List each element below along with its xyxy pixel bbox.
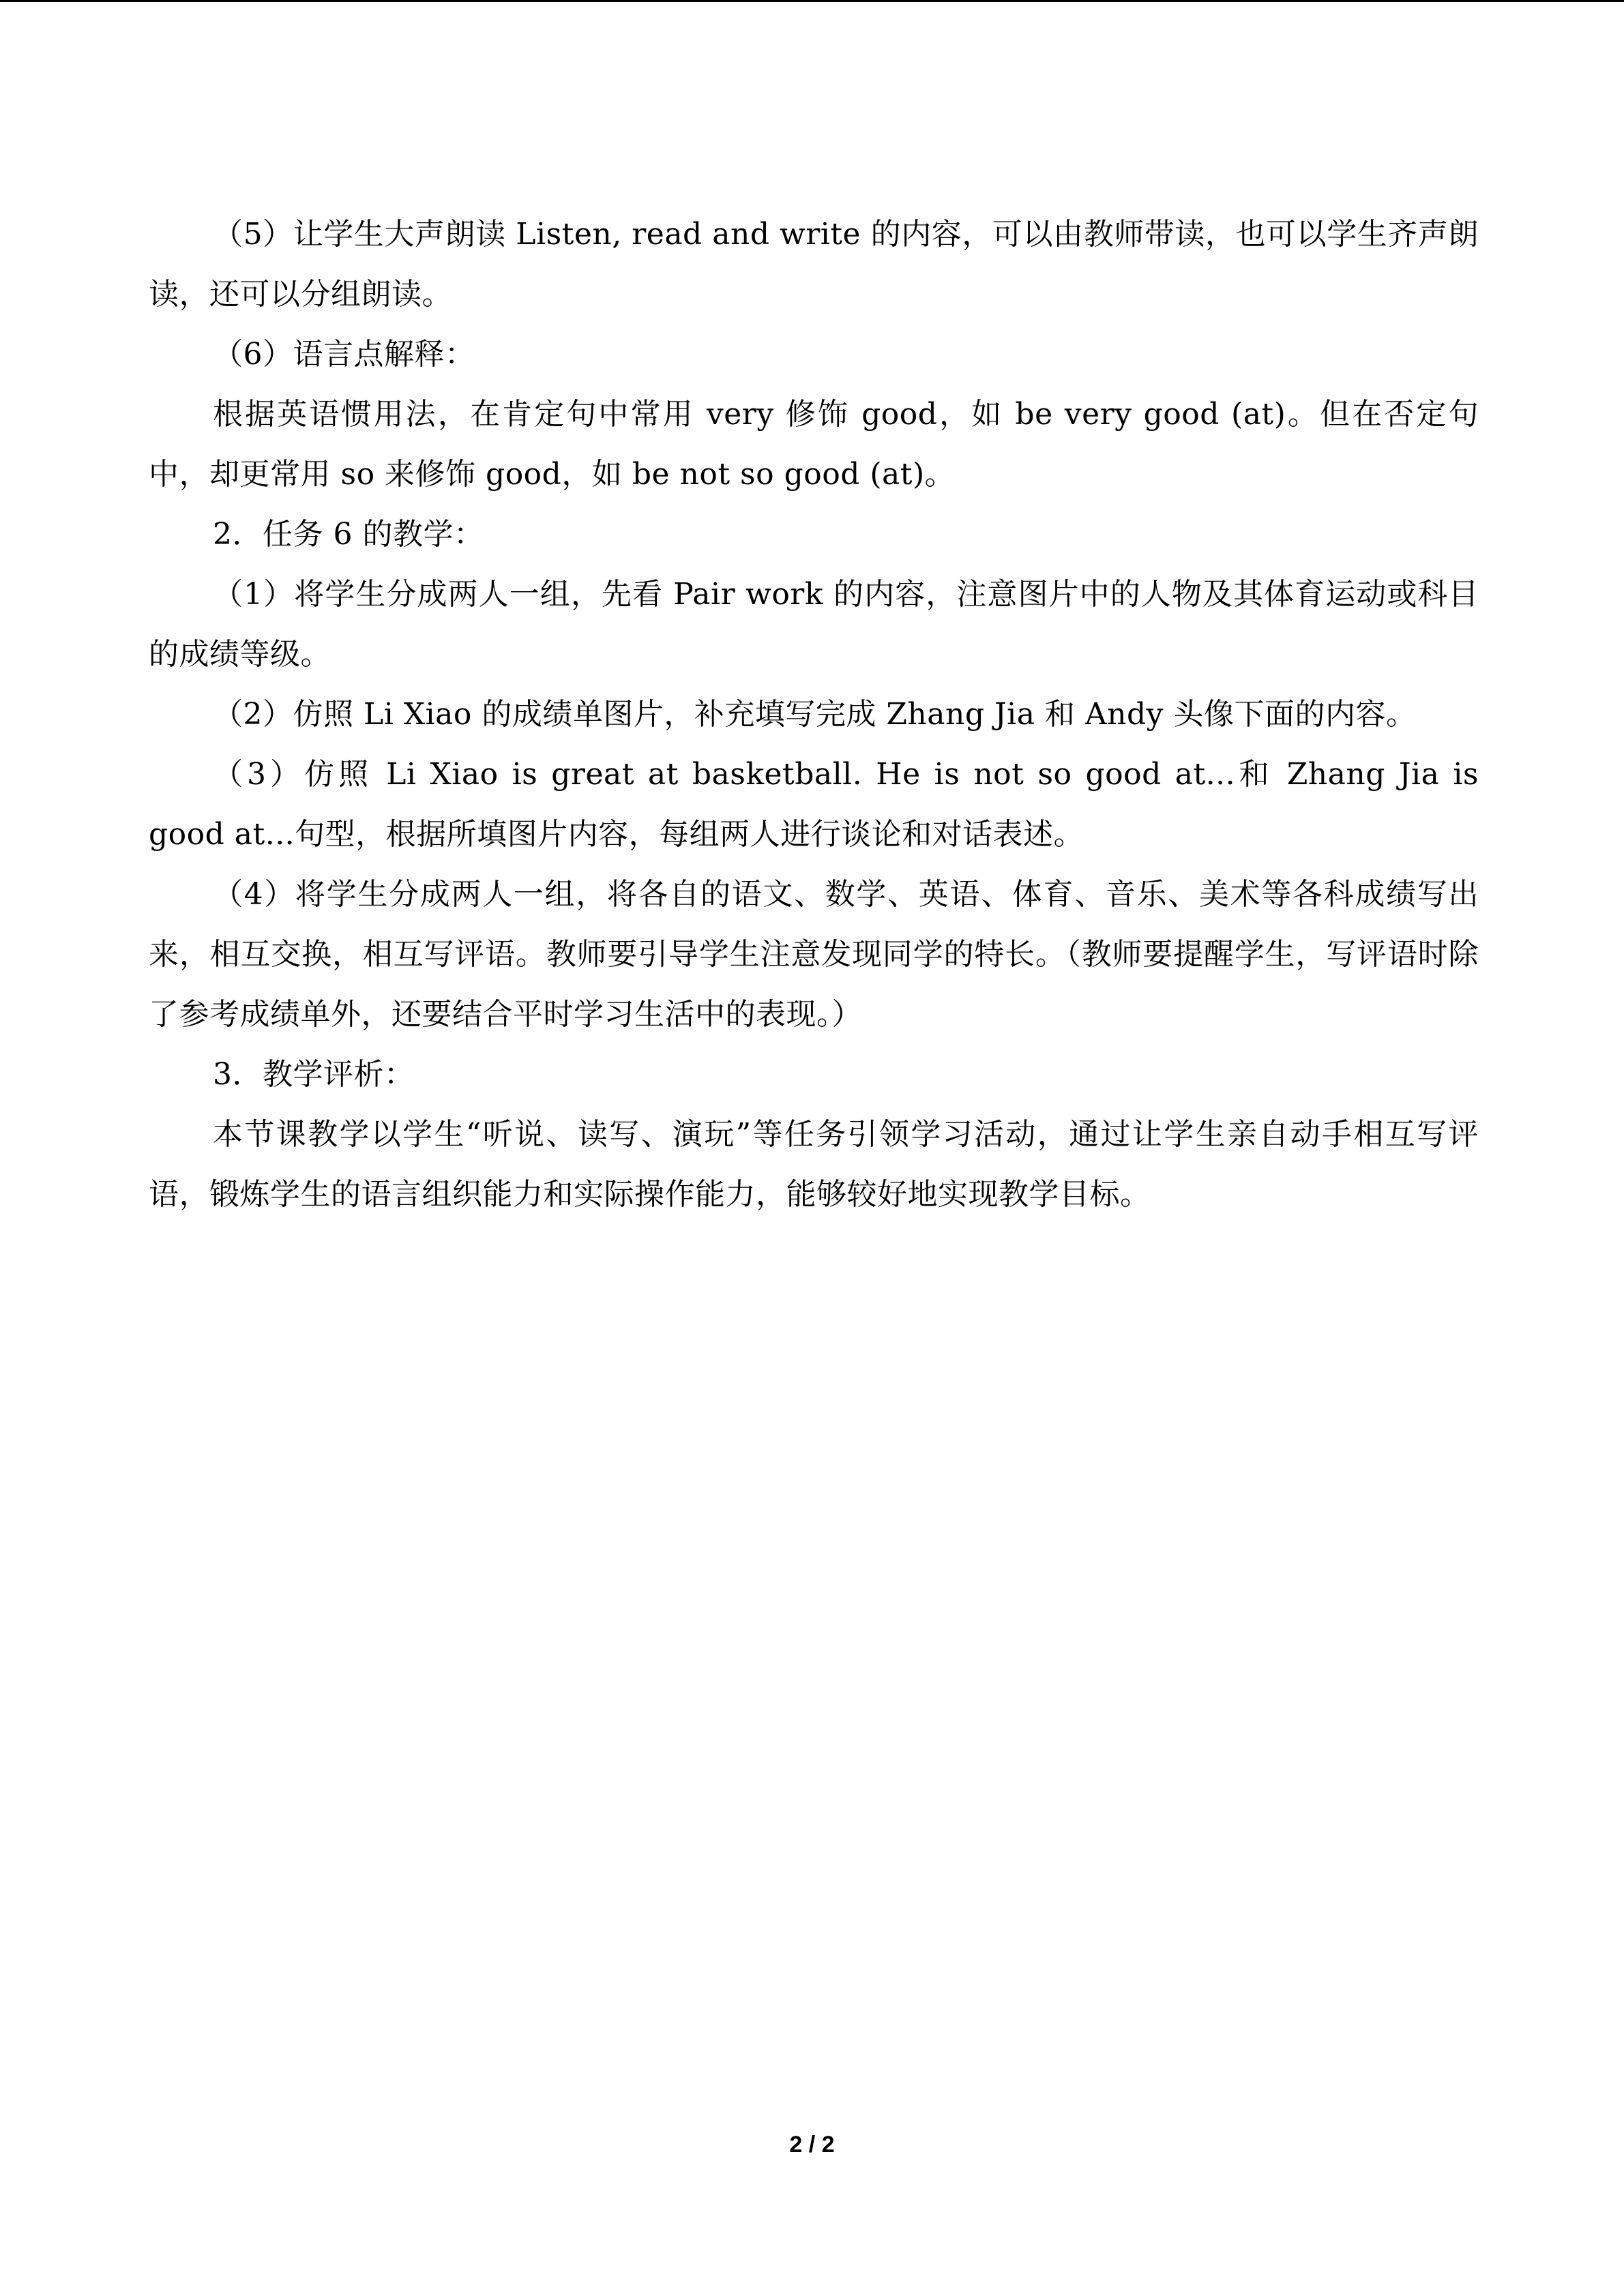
paragraph-task-6-step-2: （2）仿照 Li Xiao 的成绩单图片，补充填写完成 Zhang Jia 和 Andy 头像下面的内容。: [213, 697, 1417, 732]
paragraph-language-point: 根据英语惯用法，在肯定句中常用 very 修饰 good，如 be very good (at)。但在否定句中，却更常用 so 来修饰 good，如 be not so good (at)。: [149, 397, 1479, 492]
paragraph-task-6-step-1: （1）将学生分成两人一组，先看 Pair work 的内容，注意图片中的人物及其体育运动或科目的成绩等级。: [149, 577, 1479, 672]
paragraph-task-6-step-3: （3）仿照 Li Xiao is great at basketball. He is not so good at...和 Zhang Jia is good at...句型，根据所填图片内容，每组两人进行谈论和对话表述。: [149, 757, 1479, 852]
page-number: 2 / 2: [789, 2132, 835, 2158]
paragraph-task-6-heading: 2．任务 6 的教学：: [213, 517, 484, 552]
paragraph-step-5-read-aloud: （5）让学生大声朗读 Listen, read and write 的内容，可以由教师带读，也可以学生齐声朗读，还可以分组朗读。: [149, 217, 1479, 312]
paragraph-task-6-step-4: （4）将学生分成两人一组，将各自的语文、数学、英语、体育、音乐、美术等各科成绩写出来，相互交换，相互写评语。教师要引导学生注意发现同学的特长。（教师要提醒学生，写评语时除了参考成绩单外，还要结合平时学习生活中的表现。）: [149, 877, 1479, 1032]
paragraph-step-6-heading: （6）语言点解释：: [213, 337, 475, 372]
paragraph-evaluation-heading: 3．教学评析：: [213, 1057, 415, 1092]
paragraph-evaluation-body: 本节课教学以学生“听说、读写、演玩”等任务引领学习活动，通过让学生亲自动手相互写评语，锻炼学生的语言组织能力和实际操作能力，能够较好地实现教学目标。: [149, 1117, 1479, 1212]
top-border-line: [0, 0, 1624, 2]
document-body: [149, 205, 1479, 1225]
